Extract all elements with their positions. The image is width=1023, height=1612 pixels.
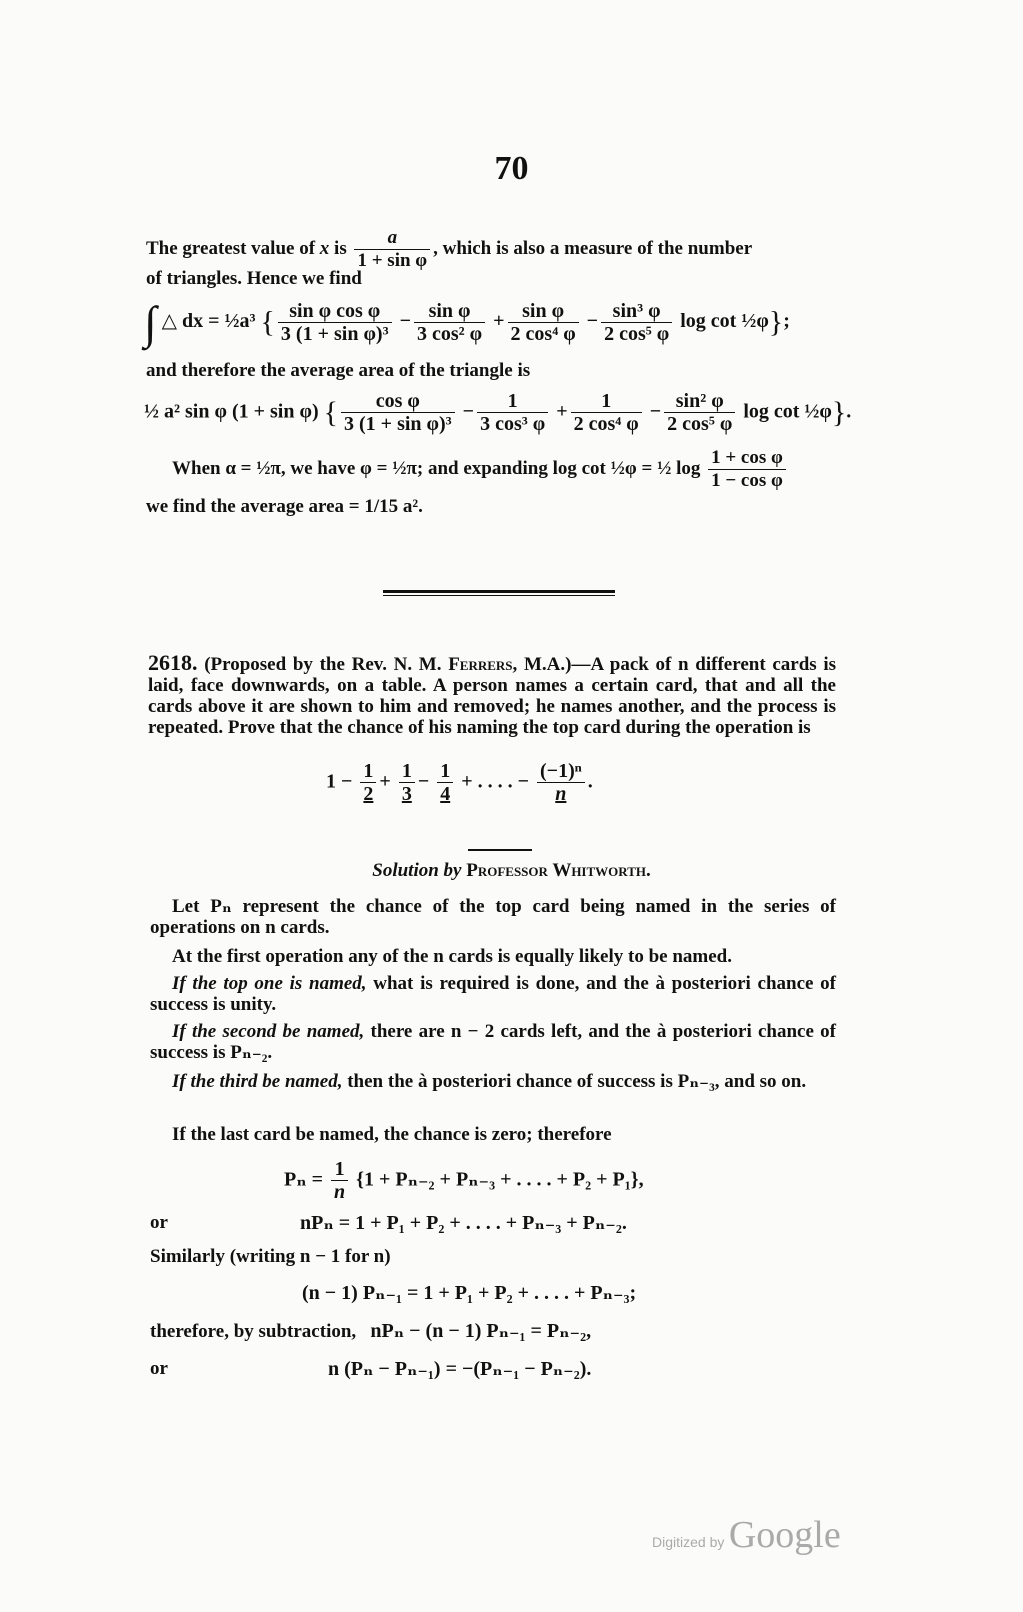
solution-paragraph: If the third be named, then the à posteriori chance of success is Pₙ₋₃, and so on. xyxy=(172,1071,807,1092)
solution-paragraph: If the last card be named, the chance is zero; therefore xyxy=(172,1124,612,1145)
equation-difference: n (Pₙ − Pₙ₋₁) = −(Pₙ₋₁ − Pₙ₋₂). xyxy=(328,1358,592,1380)
connector-or: or xyxy=(150,1212,168,1233)
section-divider xyxy=(383,590,615,596)
page-number: 70 xyxy=(494,150,529,187)
text-line: we find the average area = 1/15 a². xyxy=(146,496,423,517)
equation-integral: ∫ △ dx = ½a³ { $\frac{\text{sin φ cos φ}}{\text{3 (1 + sin φ)³}}$ − $\frac{\text{sin φ}}{\text{3 cos² φ}}$ + $\frac{\text{sin φ}}{\text{2 cos⁴ φ}}$ − $\frac{\text{sin³ φ}}{\text{2 cos⁵ φ}}$ log cot ½φ}; xyxy=(144,297,790,348)
text-line: therefore, by subtraction, nPₙ − (n − 1) Pₙ₋₁ = Pₙ₋₂, xyxy=(150,1320,592,1342)
solution-paragraph: If the top one is named, what is required is done, and the à posteriori chance of success is unity. xyxy=(150,973,836,1015)
equation-average: ½ a² sin φ (1 + sin φ) { $\frac{\text{cos φ}}{\text{3 (1 + sin φ)³}}$ − $\frac{1}{\text{3 cos³ φ}}$ + $\frac{1}{\text{2 cos⁴ φ}}$ − $\frac{\text{sin² φ}}{\text{2 cos⁵ φ}}$ log cot ½φ}. xyxy=(144,390,852,435)
solution-paragraph: If the second be named, there are n − 2 cards left, and the à posteriori chance of success is Pₙ₋₂. xyxy=(150,1021,836,1063)
text-line: Similarly (writing n − 1 for n) xyxy=(150,1246,391,1267)
short-divider xyxy=(468,849,532,851)
series-equation: 1 − $\frac{1}{2}$ + $\frac{1}{3}$ − $\frac{1}{4}$ + . . . . − $\frac{\text{(−1)ⁿ}}{n}$ . xyxy=(326,760,593,805)
solution-paragraph: At the first operation any of the n cards is equally likely to be named. xyxy=(172,946,732,967)
connector-or: or xyxy=(150,1358,168,1379)
problem-statement: 2618. (Proposed by the Rev. N. M. Ferrers, M.A.)—A pack of n different cards is laid, face downwards, on a table. A person names a certain card, that and all the cards above it are shown to him and removed; he names another, and the process is repeated. Prove that the chance of his naming the top card during the operation is xyxy=(148,650,837,738)
equation-recurrence: Pₙ = $\frac{1}{n}$ {1 + Pₙ₋₂ + Pₙ₋₃ + . . . . + P₂ + P₁}, xyxy=(284,1158,644,1203)
equation-sum: nPₙ = 1 + P₁ + P₂ + . . . . + Pₙ₋₃ + Pₙ₋₂. xyxy=(300,1212,627,1234)
text-line: and therefore the average area of the triangle is xyxy=(146,360,531,381)
text-line: of triangles. Hence we find xyxy=(146,268,362,289)
solution-paragraph: Let Pₙ represent the chance of the top card being named in the series of operations on n cards. xyxy=(150,896,836,938)
solution-heading: Solution by Professor Whitworth. xyxy=(372,860,651,881)
fraction: $\frac{a}{\text{1 + sin φ}}$ xyxy=(354,228,430,272)
digitized-watermark: Digitized by Google xyxy=(652,1514,841,1556)
text-line: When α = ½π, we have φ = ½π; and expanding log cot ½φ = ½ log $\frac{\text{1 + cos φ}}{\text{1 − cos φ}}$ xyxy=(172,448,789,492)
text-line: The greatest value of x is $\frac{a}{\text{1 + sin φ}}$ , which is also a measure of the number xyxy=(146,227,753,271)
equation-shifted: (n − 1) Pₙ₋₁ = 1 + P₁ + P₂ + . . . . + Pₙ₋₃; xyxy=(302,1282,637,1304)
